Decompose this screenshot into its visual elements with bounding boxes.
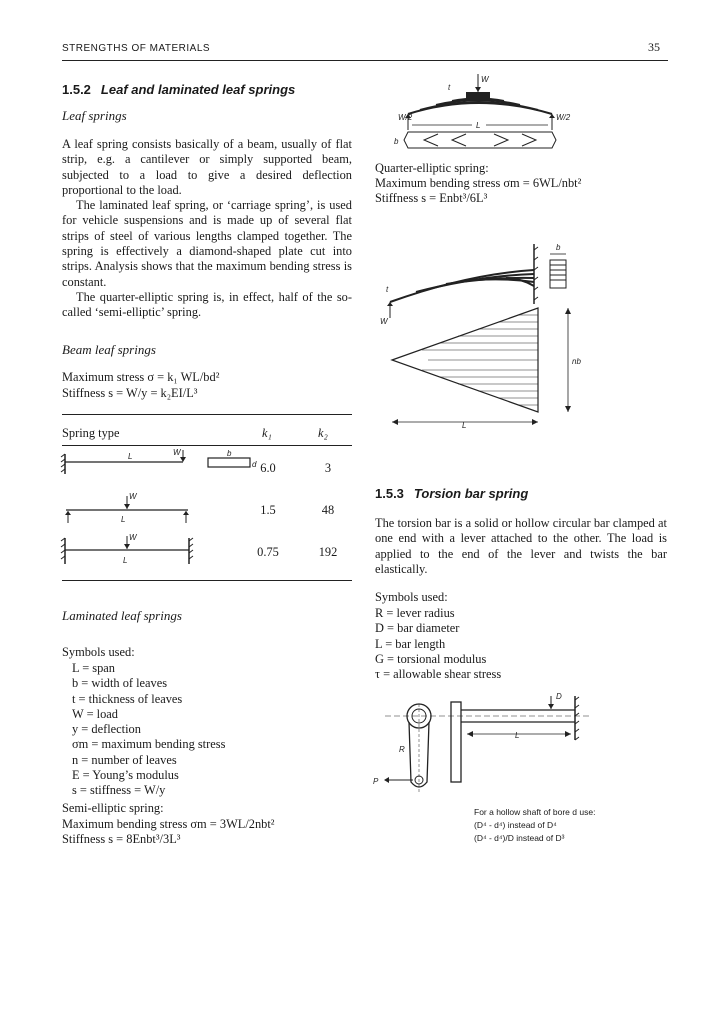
table-row-3-k2: 192 [318,545,338,559]
beam-spring-diagrams [58,448,258,580]
beam-stiffness-formula: Stiffness s = W/y = k₂EI/L³ [62,386,198,400]
semi-left-reaction-label: W/2 [398,113,413,122]
semi-thickness-label: t [448,83,451,92]
symbol-torsional-modulus: G = torsional modulus [375,651,487,666]
table-row-3-k1: 0.75 [257,545,279,559]
torsion-para: The torsion bar is a solid or hollow circular bar clamped at one end with a lever attached to the other. The load is applied to the end of the lever and twists the bar elastically. [375,516,667,576]
torsion-bar-text [375,516,667,577]
semi-elliptic-stress: Maximum bending stress σm = 3WL/2nbt² [62,817,275,831]
table-row-2-k1: 1.5 [260,503,276,517]
col-header-k1: k₁ [262,426,272,440]
laminated-heading: Laminated leaf springs [62,608,182,623]
laminated-symbols-title: Symbols used: [62,645,135,659]
section-heading-1-5-2 [62,82,295,97]
symbol-thickness: t = thickness of leaves [72,691,183,706]
quarter-load-label: W [380,317,388,326]
table-top-rule [62,414,352,415]
quarter-elliptic-stress: Maximum bending stress σm = 6WL/nbt² [375,176,582,190]
semi-width-label: b [394,137,399,146]
torsion-radius-label: R [399,745,405,754]
fixed-load-label: W [129,533,137,542]
symbol-deflection: y = deflection [72,722,141,737]
semi-right-reaction-label: W/2 [556,113,571,122]
section-number: 1.5.2 [62,82,91,97]
hollow-shaft-note [474,806,595,845]
torsion-length-label: L [515,731,520,740]
table-row-1-k1: 6.0 [260,461,276,475]
semi-elliptic-stiffness: Stiffness s = 8Enbt³/3L³ [62,832,181,846]
page-number: 35 [648,40,660,54]
beam-cross-section-figure [208,449,257,469]
table-row-2-k2: 48 [321,503,335,517]
semi-elliptic-title: Semi-elliptic spring: [62,801,164,815]
simply-supported-beam-figure [65,492,189,524]
leaf-para-1: A leaf spring consists basically of a beam, usually of flat strip, e.g. a cantilever or simply supported beam, subjected to a load to give a desired deflection proportional to the load. [62,137,352,197]
col-header-spring-type: Spring type [62,426,120,440]
leaf-para-3: The quarter-elliptic spring is, in effect, half of the so-called ‘semi-elliptic’ spring. [62,289,352,320]
symbol-load: W = load [72,706,118,721]
section-title: Leaf and laminated leaf springs [100,82,296,97]
table-bottom-rule [62,580,352,581]
quarter-elliptic-title: Quarter-elliptic spring: [375,161,489,175]
leaf-springs-text [62,137,352,321]
torsion-symbols-title: Symbols used: [375,590,448,604]
leaf-para-2: The laminated leaf spring, or ‘carriage spring’, is used for vehicle suspensions and is made up of several flat strips of steel of various lengths clamped together. The spring is effectively a diamond-shaped plate cut into strips. Analysis shows that the maximum bending stress is constant. [62,198,352,289]
symbol-bar-diameter: D = bar diameter [375,621,460,636]
quarter-thickness-label: t [386,285,389,294]
quarter-nb-label: nb [572,357,581,366]
torsion-bar-figure [365,690,595,800]
beam-stress-formula: Maximum stress σ = k₁ WL/bd² [62,370,220,384]
col-header-k2: k₂ [318,426,328,440]
fixed-ended-beam-figure [61,533,193,565]
section-title-torsion: Torsion bar spring [413,486,529,501]
header-rule [62,60,668,61]
section-depth-label: d [252,460,257,469]
section-width-label: b [227,449,232,458]
cantilever-span-label: L [128,452,133,461]
torsion-diameter-label: D [556,692,562,701]
torsion-symbols-list [375,606,501,682]
note-line-1: For a hollow shaft of bore d use: [474,807,596,817]
laminated-symbols-list [72,661,225,799]
symbol-max-stress: σm = maximum bending stress [72,737,226,752]
quarter-span-label: L [462,421,467,430]
symbol-width: b = width of leaves [72,676,168,691]
symbol-shear-stress: τ = allowable shear stress [375,667,502,682]
semi-load-label: W [481,75,489,84]
table-row-1-k2: 3 [324,461,332,475]
symbol-span: L = span [72,661,116,675]
section-number-1-5-3: 1.5.3 [375,486,404,501]
cantilever-load-label: W [173,448,181,457]
cantilever-beam-figure [61,448,186,474]
note-line-3: (D⁴ - d⁴)/D instead of D³ [474,833,565,843]
table-header-rule [62,445,352,446]
semi-elliptic-spring-figure [368,70,588,150]
supported-span-label: L [121,515,126,524]
symbol-modulus: E = Young’s modulus [72,768,179,783]
note-line-2: (D⁴ - d⁴) instead of D⁴ [474,820,557,830]
beam-leaf-heading: Beam leaf springs [62,342,156,357]
section-heading-1-5-3 [375,486,528,501]
semi-span-label: L [476,121,481,130]
supported-load-label: W [129,492,137,501]
symbol-stiffness: s = stiffness = W/y [72,783,166,798]
symbol-leaves: n = number of leaves [72,752,177,767]
torsion-force-label: P [373,777,379,786]
quarter-elliptic-spring-figure [368,232,598,432]
running-title: STRENGTHS OF MATERIALS [62,43,211,54]
quarter-elliptic-stiffness: Stiffness s = Enbt³/6L³ [375,191,488,205]
fixed-span-label: L [123,556,128,565]
quarter-width-label: b [556,243,561,252]
symbol-bar-length: L = bar length [375,636,446,651]
leaf-springs-heading: Leaf springs [62,108,127,123]
symbol-lever-radius: R = lever radius [375,606,455,620]
